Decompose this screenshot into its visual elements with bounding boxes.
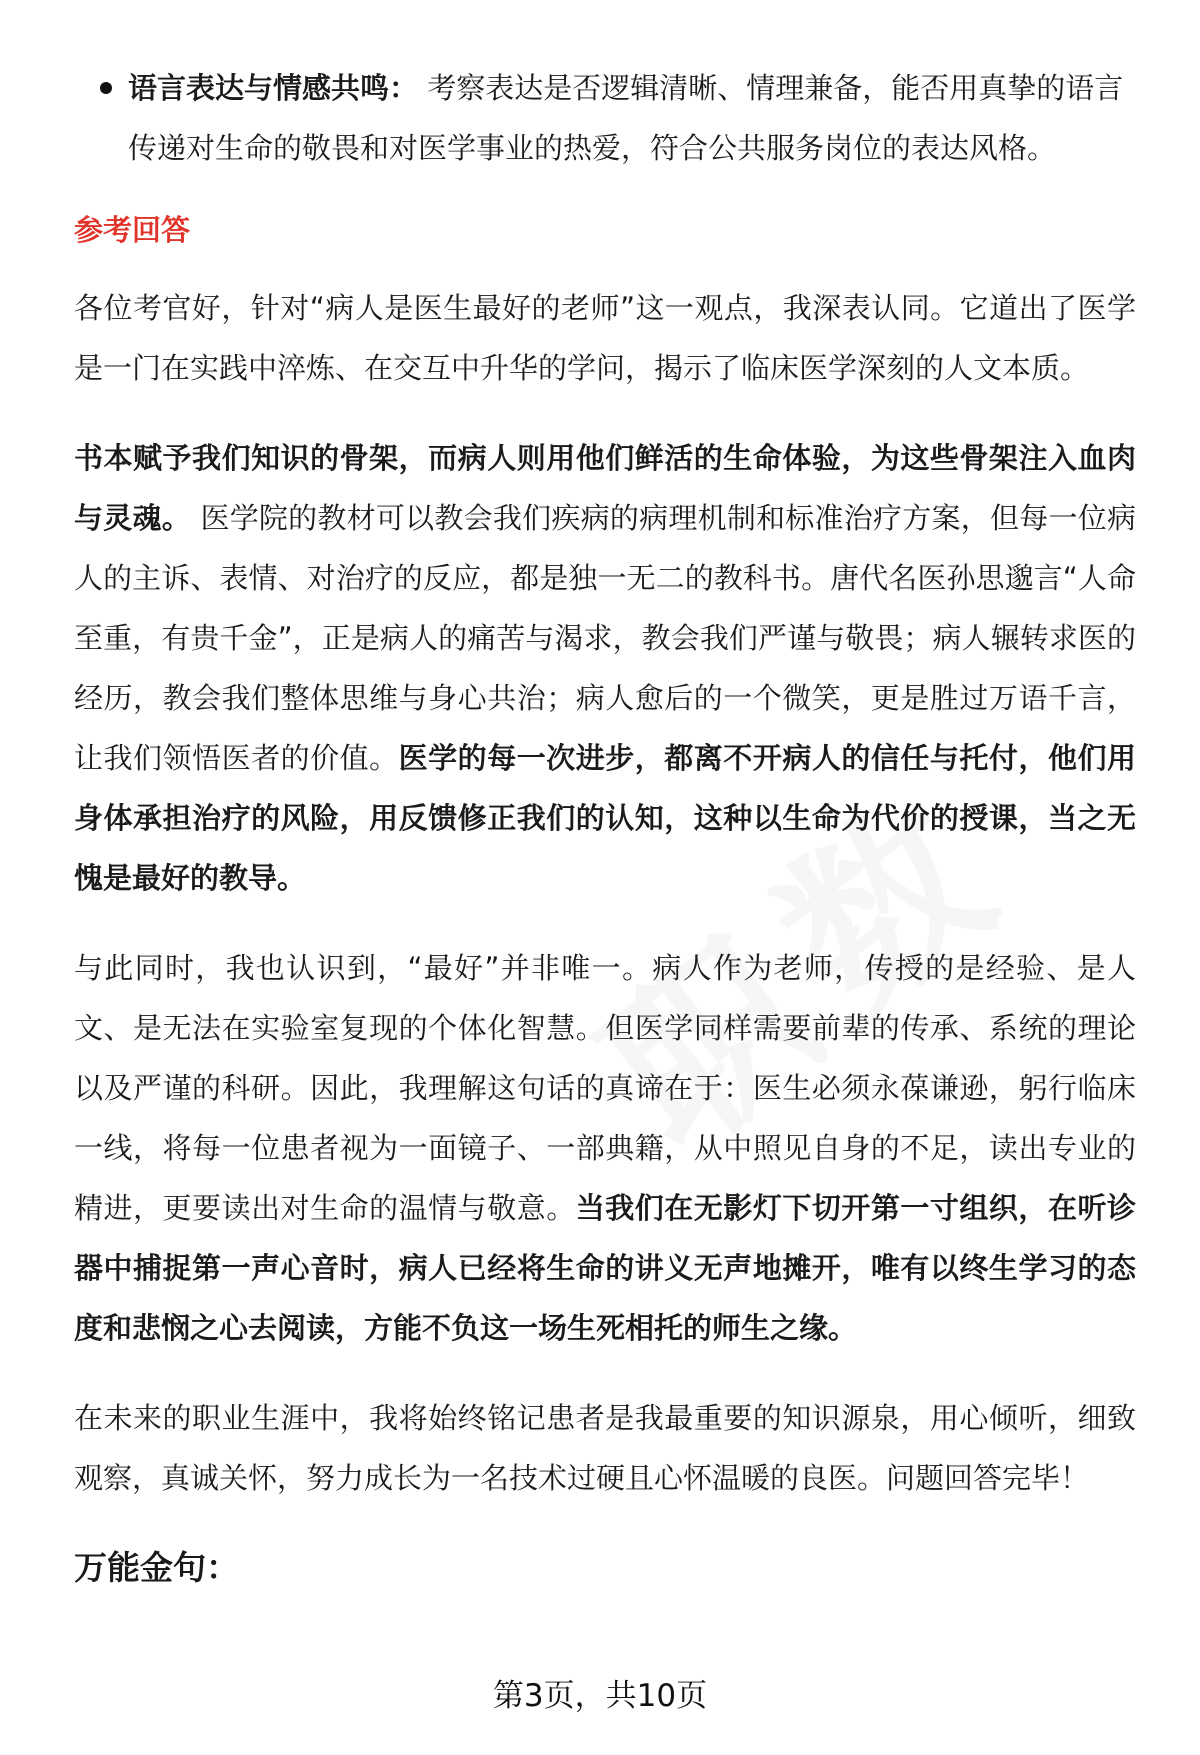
paragraph-body-2 bbox=[74, 938, 1136, 1358]
paragraph-body-1-bold-tail: 医学的每一次进步，都离不开病人的信任与托付，他们用身体承担治疗的风险，用反馈修正我们的认知，这种以生命为代价的授课，当之无愧是最好的教导。 bbox=[74, 741, 1136, 895]
page-number-footer: 第3页，共10页 bbox=[492, 1678, 708, 1714]
paragraph-body-1-text: 医学院的教材可以教会我们疾病的病理机制和标准治疗方案，但每一位病人的主诉、表情、对治疗的反应，都是独一无二的教科书。唐代名医孙思邈言“人命至重，有贵千金”，正是病人的痛苦与渴求，教会我们严谨与敬畏；病人辗转求医的经历，教会我们整体思维与身心共治；病人愈后的一个微笑，更是胜过万语千言，让我们领悟医者的价值。 bbox=[74, 501, 1136, 775]
paragraph-conclusion bbox=[74, 1388, 1136, 1508]
bullet-dot-icon bbox=[100, 82, 112, 94]
bullet-item bbox=[74, 58, 1136, 178]
paragraph-intro bbox=[74, 278, 1136, 398]
bullet-text: 考察表达是否逻辑清晰、情理兼备，能否用真挚的语言传递对生命的敬畏和对医学事业的热爱，符合公共服务岗位的表达风格。 bbox=[128, 71, 1124, 165]
document-content bbox=[74, 58, 1136, 1598]
paragraph-body-1 bbox=[74, 428, 1136, 908]
paragraph-body-1-bold-lead: 书本赋予我们知识的骨架，而病人则用他们鲜活的生命体验，为这些骨架注入血肉与灵魂。 bbox=[74, 441, 1136, 535]
paragraph-body-2-text: 与此同时，我也认识到，“最好”并非唯一。病人作为老师，传授的是经验、是人文、是无法在实验室复现的个体化智慧。但医学同样需要前辈的传承、系统的理论以及严谨的科研。因此，我理解这句话的真谛在于：医生必须永葆谦逊，躬行临床一线，将每一位患者视为一面镜子、一部典籍，从中照见自身的不足，读出专业的精进，更要读出对生命的温情与敬意。 bbox=[74, 951, 1136, 1225]
section-heading: 万能金句： bbox=[74, 1548, 239, 1587]
section-label: 参考回答 bbox=[74, 213, 191, 247]
paragraph-intro-text: 各位考官好，针对“病人是医生最好的老师”这一观点，我深表认同。它道出了医学是一门在实践中淬炼、在交互中升华的学问，揭示了临床医学深刻的人文本质。 bbox=[74, 291, 1136, 385]
bullet-label: 语言表达与情感共鸣： bbox=[128, 71, 419, 105]
paragraph-body-2-bold-tail: 当我们在无影灯下切开第一寸组织，在听诊器中捕捉第一声心音时，病人已经将生命的讲义无声地摊开，唯有以终生学习的态度和悲悯之心去阅读，方能不负这一场生死相托的师生之缘。 bbox=[74, 1191, 1136, 1345]
paragraph-conclusion-text: 在未来的职业生涯中，我将始终铭记患者是我最重要的知识源泉，用心倾听，细致观察，真诚关怀，努力成长为一名技术过硬且心怀温暖的良医。问题回答完毕！ bbox=[74, 1401, 1136, 1495]
